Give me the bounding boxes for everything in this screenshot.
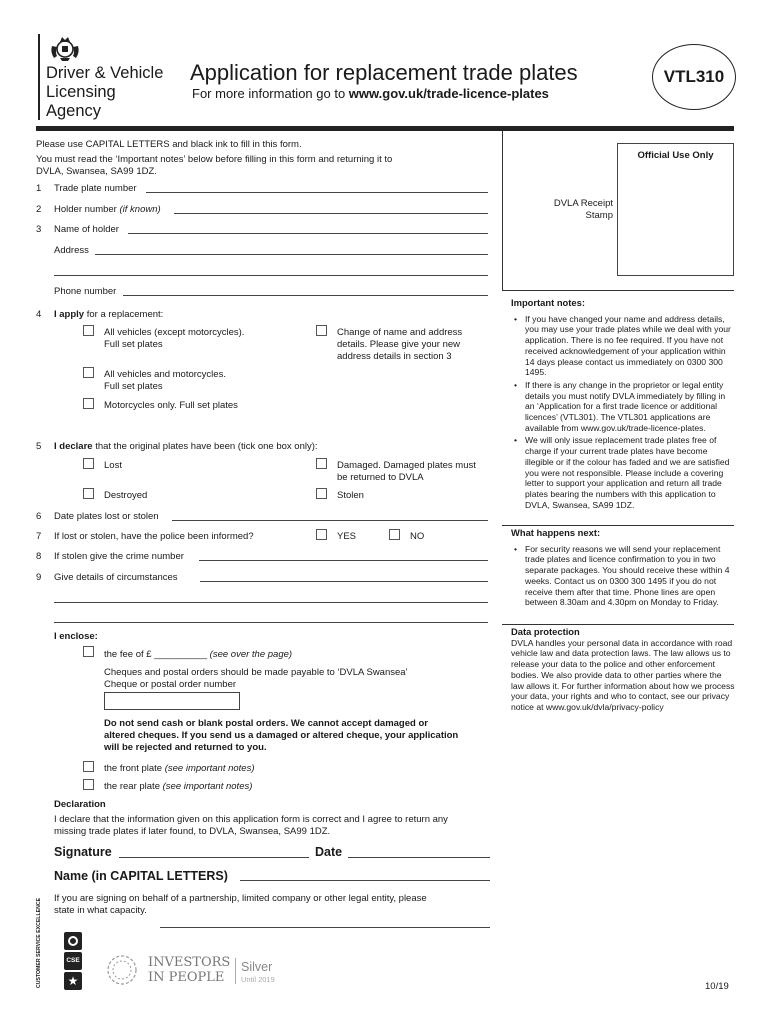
apply-heading-rest: for a replacement: bbox=[84, 309, 164, 320]
front-plate-label bbox=[104, 763, 255, 775]
holder-number-hint: (if known) bbox=[119, 204, 161, 215]
all-vehicles-and-motorcycles-checkbox[interactable] bbox=[83, 367, 94, 378]
dvla-logo bbox=[38, 34, 178, 126]
lost-checkbox[interactable] bbox=[83, 458, 94, 469]
damaged-line2: be returned to DVLA bbox=[337, 472, 424, 483]
destroyed-label: Destroyed bbox=[104, 490, 148, 501]
opt2-line1: All vehicles and motorcycles. bbox=[104, 369, 226, 380]
important-note-3: • We will only issue replacement trade plates free of charge if your current trade plates have become illegible or if the colour has faded and we are satisfied you were not responsible. Please include a covering letter to support your application and return all trade plates bearing the numbers with this application to DVLA, Swansea, SA99 1DZ. bbox=[511, 435, 737, 510]
capacity-field[interactable] bbox=[160, 927, 490, 928]
form-code: VTL310 bbox=[663, 67, 725, 86]
receipt-stamp-line2: Stamp bbox=[585, 210, 613, 221]
all-vehicles-except-motorcycles-checkbox[interactable] bbox=[83, 325, 94, 336]
address-label: Address bbox=[54, 245, 89, 256]
cheque-number-label: Cheque or postal order number bbox=[104, 679, 237, 690]
q7-number: 7 bbox=[36, 531, 42, 542]
name-capitals-label: Name (in CAPITAL LETTERS) bbox=[54, 869, 228, 883]
laurel-wreath-icon bbox=[102, 952, 142, 988]
opt1-line2: Full set plates bbox=[104, 339, 163, 350]
circumstances-field-line1[interactable] bbox=[200, 581, 488, 582]
cheques-payable-note: Cheques and postal orders should be made payable to ‘DVLA Swansea’ bbox=[104, 667, 408, 678]
receipt-stamp-line1: DVLA Receipt bbox=[553, 198, 613, 209]
front-plate-checkbox[interactable] bbox=[83, 761, 94, 772]
crime-number-field[interactable] bbox=[199, 560, 488, 561]
intro-line1: Please use CAPITAL LETTERS and black ink to fill in this form. bbox=[36, 139, 302, 150]
data-protection-text: DVLA handles your personal data in accordance with road vehicle law and data protection laws. The law allows us to release your data to the police and other enforcement bodies. We also provide data to other parties where the law allows it. For further information about how we process your data, your rights and who to contact, see our privacy notice at www.gov.uk/dvla/privacy-policy bbox=[511, 637, 735, 712]
subtitle-link[interactable]: www.gov.uk/trade-licence-plates bbox=[348, 86, 549, 101]
rear-plate-label bbox=[104, 781, 252, 793]
what-happens-title: What happens next: bbox=[511, 527, 601, 538]
q4-number: 4 bbox=[36, 309, 42, 320]
what-happens-rule bbox=[502, 525, 734, 526]
important-notes-title: Important notes: bbox=[511, 297, 585, 308]
iip-line2: IN PEOPLE bbox=[148, 970, 225, 985]
circumstances-label: Give details of circumstances bbox=[54, 572, 178, 583]
circumstances-field-line2[interactable] bbox=[54, 602, 488, 603]
data-protection-rule bbox=[502, 624, 734, 625]
iip-line1: INVESTORS bbox=[148, 955, 231, 970]
warning-line3: will be rejected and returned to you. bbox=[104, 742, 267, 753]
behalf-line1: If you are signing on behalf of a partnership, limited company or other legal entity, please bbox=[54, 893, 427, 904]
declaration-heading: Declaration bbox=[54, 799, 106, 810]
police-yes-checkbox[interactable] bbox=[316, 529, 327, 540]
change-name-address-checkbox[interactable] bbox=[316, 325, 327, 336]
royal-crest-icon bbox=[48, 34, 82, 62]
important-notes-list bbox=[511, 314, 737, 511]
declare-heading bbox=[54, 441, 318, 453]
declaration-line2: missing trade plates if later found, to DVLA, Swansea, SA99 1DZ. bbox=[54, 826, 331, 837]
address-field-line1[interactable] bbox=[95, 254, 488, 255]
motorcycles-only-checkbox[interactable] bbox=[83, 398, 94, 409]
q6-number: 6 bbox=[36, 511, 42, 522]
apply-heading bbox=[54, 309, 163, 321]
cheque-number-input[interactable] bbox=[104, 692, 240, 710]
front-plate-hint: (see important notes) bbox=[164, 763, 255, 774]
destroyed-checkbox[interactable] bbox=[83, 488, 94, 499]
cse-label: CUSTOMER SERVICE EXCELLENCE bbox=[36, 897, 42, 988]
change-name-address-label bbox=[337, 327, 462, 363]
cse-tick-icon bbox=[64, 932, 82, 950]
iip-divider bbox=[235, 958, 236, 984]
behalf-note bbox=[54, 893, 427, 917]
damaged-label bbox=[337, 460, 476, 484]
rear-plate-text: the rear plate bbox=[104, 781, 163, 792]
motorcycles-only-label: Motorcycles only. Full set plates bbox=[104, 400, 238, 411]
rear-plate-checkbox[interactable] bbox=[83, 779, 94, 790]
declare-heading-rest: that the original plates have been (tick one box only): bbox=[92, 441, 318, 452]
important-note-1: • If you have changed your name and address details, you may use your trade plates while we deal with your application. There is no fee required. If you have not received acknowledgement of your application within 14 days please contact us immediately on 0300 300 1495. bbox=[511, 314, 737, 378]
police-informed-label: If lost or stolen, have the police been informed? bbox=[54, 531, 254, 542]
q2-number: 2 bbox=[36, 204, 42, 215]
all-vehicles-except-motorcycles-label bbox=[104, 327, 244, 351]
damaged-line1: Damaged. Damaged plates must bbox=[337, 460, 476, 471]
all-vehicles-and-motorcycles-label bbox=[104, 369, 226, 393]
what-happens-panel bbox=[511, 528, 737, 610]
opt4-line2: details. Please give your new bbox=[337, 339, 461, 350]
opt2-line2: Full set plates bbox=[104, 381, 163, 392]
notes-top-rule bbox=[502, 290, 734, 291]
enclose-heading: I enclose: bbox=[54, 631, 98, 642]
date-label: Date bbox=[315, 845, 343, 859]
police-no-label: NO bbox=[410, 531, 425, 542]
signature-field[interactable] bbox=[119, 857, 309, 858]
crime-number-label: If stolen give the crime number bbox=[54, 551, 184, 562]
official-use-box bbox=[617, 143, 734, 276]
behalf-line2: state in what capacity. bbox=[54, 905, 147, 916]
data-protection-title: Data protection bbox=[511, 626, 580, 637]
signature-label: Signature bbox=[54, 845, 112, 859]
police-yes-label: YES bbox=[337, 531, 357, 542]
holder-number-label bbox=[54, 204, 161, 216]
cse-logo bbox=[36, 897, 88, 992]
warning-line1: Do not send cash or blank postal orders. We cannot accept damaged or bbox=[104, 718, 428, 729]
form-version: 10/19 bbox=[705, 981, 729, 992]
name-of-holder-label: Name of holder bbox=[54, 224, 119, 235]
opt1-line1: All vehicles (except motorcycles). bbox=[104, 327, 245, 338]
q8-number: 8 bbox=[36, 551, 42, 562]
fee-label bbox=[104, 649, 292, 661]
stolen-label: Stolen bbox=[337, 490, 364, 501]
address-field-line2[interactable] bbox=[54, 275, 488, 276]
important-notes-panel bbox=[511, 298, 737, 512]
page-title: Application for replacement trade plates bbox=[190, 60, 578, 85]
date-lost-stolen-field[interactable] bbox=[172, 520, 488, 521]
cse-star-icon: ★ bbox=[64, 972, 82, 990]
declare-heading-bold: I declare bbox=[54, 441, 93, 452]
payment-warning bbox=[104, 718, 458, 754]
iip-level: Silver bbox=[241, 960, 273, 974]
important-note-2: • If there is any change in the proprietor or legal entity details you must notify DVLA immediately by filling in an ‘Application for a first trade licence or additional licences’ (VTL301). The VTL301 applications are available from www.gov.uk/trade-licence-plates. bbox=[511, 380, 737, 434]
official-use-divider bbox=[502, 131, 503, 291]
stolen-checkbox[interactable] bbox=[316, 488, 327, 499]
holder-number-text: Holder number bbox=[54, 204, 120, 215]
page-subtitle bbox=[192, 86, 549, 102]
phone-number-label: Phone number bbox=[54, 286, 117, 297]
circumstances-field-line3[interactable] bbox=[54, 622, 488, 623]
cse-mark: CSE bbox=[64, 952, 82, 970]
declaration-line1: I declare that the information given on this application form is correct and I agree to return any bbox=[54, 814, 448, 825]
subtitle-prefix: For more information go to bbox=[192, 86, 349, 101]
name-capitals-field[interactable] bbox=[240, 880, 490, 881]
fee-hint: (see over the page) bbox=[207, 649, 293, 660]
trade-plate-number-field[interactable] bbox=[146, 192, 488, 193]
front-plate-text: the front plate bbox=[104, 763, 165, 774]
intro-line3: DVLA, Swansea, SA99 1DZ. bbox=[36, 166, 157, 177]
agency-name-line2: Licensing bbox=[46, 83, 116, 101]
header-rule bbox=[36, 126, 734, 131]
fee-checkbox[interactable] bbox=[83, 646, 94, 657]
name-of-holder-field[interactable] bbox=[128, 233, 488, 234]
q1-number: 1 bbox=[36, 183, 42, 194]
apply-heading-bold: I apply bbox=[54, 309, 85, 320]
damaged-checkbox[interactable] bbox=[316, 458, 327, 469]
q3-number: 3 bbox=[36, 224, 42, 235]
opt4-line1: Change of name and address bbox=[337, 327, 463, 338]
date-field[interactable] bbox=[348, 857, 490, 858]
q9-number: 9 bbox=[36, 572, 42, 583]
data-protection-panel bbox=[511, 627, 735, 713]
form-code-badge bbox=[652, 44, 736, 110]
logo-rule bbox=[38, 34, 40, 120]
trade-plate-number-label: Trade plate number bbox=[54, 183, 137, 194]
warning-line2: altered cheques. If you send us a damaged or altered cheque, your application bbox=[104, 730, 459, 741]
opt4-line3: address details in section 3 bbox=[337, 351, 452, 362]
holder-number-field[interactable] bbox=[174, 213, 488, 214]
what-happens-item: • For security reasons we will send your replacement trade plates and licence confirmation to you in two separate packages. You should receive these within 4 weeks. Contact us on 0300 300 1495 if you do not receive them after that time. Phone lines are open between 8.30am and 4.30pm on Monday to Friday. bbox=[511, 544, 737, 608]
fee-text: the fee of £ bbox=[104, 649, 155, 660]
police-no-checkbox[interactable] bbox=[389, 529, 400, 540]
declaration-text bbox=[54, 814, 448, 838]
intro-line2: You must read the ‘Important notes’ below before filling in this form and returning it to bbox=[36, 154, 393, 165]
date-lost-stolen-label: Date plates lost or stolen bbox=[54, 511, 159, 522]
official-use-title: Official Use Only bbox=[637, 150, 714, 161]
receipt-stamp-label bbox=[520, 198, 613, 222]
iip-until: Until 2019 bbox=[241, 975, 275, 984]
agency-name-line3: Agency bbox=[46, 102, 102, 120]
investors-in-people-logo bbox=[102, 950, 292, 992]
q5-number: 5 bbox=[36, 441, 42, 452]
lost-label: Lost bbox=[104, 460, 122, 471]
rear-plate-hint: (see important notes) bbox=[162, 781, 253, 792]
fee-amount-field[interactable]: __________ bbox=[154, 649, 208, 660]
agency-name-line1: Driver & Vehicle bbox=[46, 64, 164, 82]
what-happens-list bbox=[511, 544, 737, 608]
phone-number-field[interactable] bbox=[123, 295, 488, 296]
